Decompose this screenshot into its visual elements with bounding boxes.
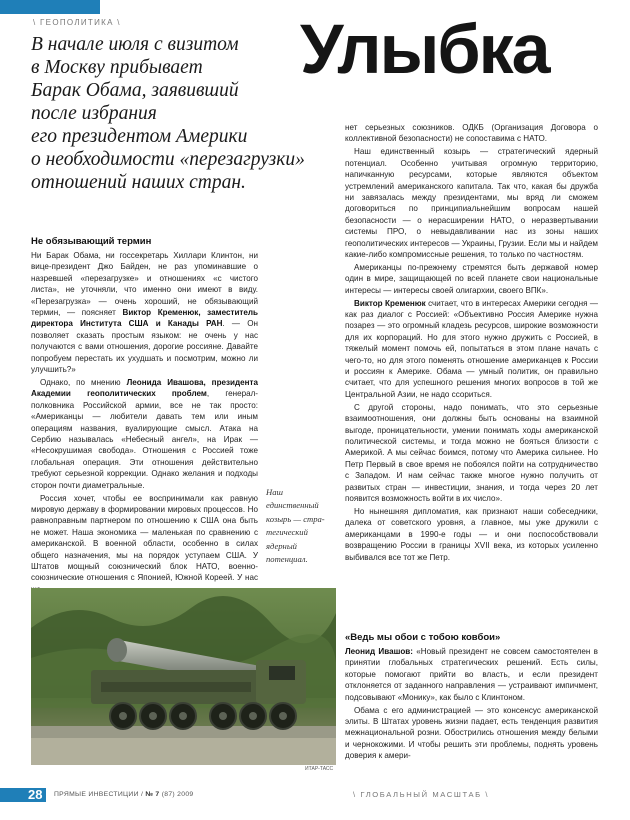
pull-quote-line: единственный	[266, 500, 319, 511]
pull-quote-line: козырь — стра-	[266, 513, 325, 524]
expert-name: Леонида Ивашова, президента Академии геополитических проблем	[31, 377, 259, 399]
pull-quote-line: ядерный	[266, 540, 297, 551]
missile-launcher-photo	[31, 588, 336, 765]
photo-credit: ИТАР-ТАСС	[305, 766, 334, 772]
top-accent-bar	[0, 0, 100, 14]
text: , генерал-полковника Российской армии, все не так просто: «Американцы — любители давать тем или иным операциям названия, вуалирующие смысл. Атака на Сербию называлась «Небесный ангел», на Ирак — «Несокрушимая свобода». Отношения с Россией тоже глобальная операция. Эти отношения действительно требуют серьезной коррекции. Однако желания и подходы сторон почти диаметральные.	[31, 389, 259, 490]
lead-line: в Москву прибывает	[31, 57, 203, 78]
page-number: 28	[28, 787, 43, 802]
pull-quote-line: Наш	[266, 487, 283, 497]
paragraph	[31, 377, 258, 491]
magazine-name	[54, 791, 194, 798]
text: «Новый президент не совсем самостоятелен в принятии глобальных стратегических решений. Есть силы, которые помогают прийти во власть, и если президент отклоняется от заданного направления — устраивают импичмент, подсовывают «Монику», как было с Клинтоном.	[345, 647, 598, 702]
lead-line: В начале июля с визитом	[31, 34, 239, 55]
lead-line: его президентом Америки	[31, 126, 248, 147]
magazine-title: ПРЯМЫЕ ИНВЕСТИЦИИ /	[54, 791, 144, 798]
text: считает, что в интересах Америки сегодня — как раз диалог с Россией: «Объективно Россия Америке нужна позарез — это огромный кладезь ресурсов, широкие возможности для их корпораций. Но для этого нужно дружить с Россией, в тяжелый момент помочь ей, попытаться в этом плане начать с чего-то, но для этого поменять отношение американцев к России и россиян к Америке. Обама — умный политик, он правильно считает, что для успешного решения многих вопросов в той же Центральной Азии, не надо ссориться.	[345, 298, 599, 399]
article-lead	[31, 33, 331, 194]
expert-name: Виктор Кременюк	[354, 298, 426, 308]
text-column-left	[31, 236, 258, 597]
paragraph: С другой стороны, надо понимать, что это серьезные взаимоотношения, они должны быть основаны на взаимной выгоде, проницательности, умении понимать ходы американской политической системы, и тогда можно не бояться близости с Америкой. А мы сейчас боимся, потому что Америка сильнее. Но Петр Первый в свое время не побоялся пойти на сотрудничество с Западом. И нам сейчас также многое нужно получить от развитых стран — инвестиции, знания, и тогда через 20 лет появится возможность войти в их число».	[345, 402, 598, 503]
missile-truck-illustration	[31, 588, 336, 765]
paragraph: нет серьезных союзников. ОДКБ (Организация Договора о коллективной безопасности) не сопоставима с НАТО.	[345, 123, 598, 144]
paragraph: Но нынешняя дипломатия, как признают наши собеседники, далека от советского уровня, а главное, мы уже дружили с американцами в 1990-е годы — и они поспособствовали возвращению России в границы XVII века, из которых усиленно выбивался все тот же Петр.	[345, 506, 598, 562]
subheading: Не обязывающий термин	[31, 236, 152, 247]
lead-line: Барак Обама, заявивший	[31, 80, 239, 101]
text: . — Он позволяет сказать простым языком: не очень у нас получаются с вами отношения, дорогие россияне. Давайте попробуем перестать их ухудшать и посмотрим, можно ли улучшить?»	[31, 319, 259, 375]
pull-quote-line: потенциал.	[266, 554, 308, 565]
paragraph: Американцы по-прежнему стремятся быть державой номер один в мире, защищающей по всей планете свои национальные интересы — интересы своей олигархии, своего ВПК».	[345, 262, 598, 295]
paragraph	[345, 298, 598, 401]
article-title: Улыбка	[300, 10, 549, 88]
pull-quote	[266, 486, 338, 566]
lead-line: о необходимости «перезагрузки»	[31, 149, 305, 170]
paragraph: Россия хочет, чтобы ее воспринимали как равную мировую державу в формировании мировых процессов. Но равноправным партнером по отношению к США она быть не может. Наша экономика — маленькая по сравнению с американской. В военной области, особенно в силах общего назначения, мы на порядок уступаем США. У Штатов мощный союзнический блок НАТО, военно-союзнические отношения с Японией, Южной Кореей. У нас	[31, 493, 258, 583]
expert-name: Леонид Ивашов:	[345, 647, 413, 656]
text-column-right	[345, 122, 598, 564]
lead-line: после избрания	[31, 103, 157, 124]
subheading: «Ведь мы обои с тобою ковбои»	[345, 632, 501, 643]
issue-year: (87) 2009	[161, 791, 194, 798]
text-column-right-lower	[345, 632, 598, 763]
running-footer: \ ГЛОБАЛЬНЫЙ МАСШТАБ \	[353, 790, 490, 799]
text: Ни Барак Обама, ни госсекретарь Хиллари Клинтон, ни вице-президент Джо Байден, не раз упоминавшие о назревшей «перезагрузке» и отношениях «с чистого листа», не уточняли, что именно они имеют в виду. «Перезагрузка» — очень хороший, не обязывающий термин, — поясняет	[31, 251, 258, 318]
section-label: \ ГЕОПОЛИТИКА \	[33, 18, 121, 27]
lead-line: отношений наших стран.	[31, 172, 246, 193]
paragraph	[31, 250, 258, 375]
paragraph	[345, 646, 598, 703]
paragraph: Наш единственный козырь — стратегический ядерный потенциал. Особенно учитывая огромную территорию, напичканную ресурсами, которые являются объектом устремлений американского капитала. Так что, какая бы дружба ни завязалась между президентами, мы вряд ли сможем договориться по принципиальнейшим вопросам нашей безопасности — о нерасширении НАТО, о неразвертывании системы ПРО, о невыдавливании нас из зоны наших геополитических интересов — Украины, Грузии. Если мы и найдем какие-либо компромиссные решения, то только по частностям.	[345, 147, 598, 259]
pull-quote-line: тегический	[266, 527, 308, 538]
issue-number: № 7	[145, 791, 160, 798]
expert-name: Виктор Кременюк, заместитель директора Института США и Канады РАН	[31, 308, 258, 329]
text: Однако, по мнению	[40, 377, 127, 387]
paragraph: Обама с его администрацией — это консенсус американской элиты. В Штатах уровень жизни падает, есть тенденция развития межнациональной розни. Обострились отношения между белыми и чернокожими. И чтобы решить эти проблемы, поднять уровень доверия к амери-	[345, 705, 598, 761]
